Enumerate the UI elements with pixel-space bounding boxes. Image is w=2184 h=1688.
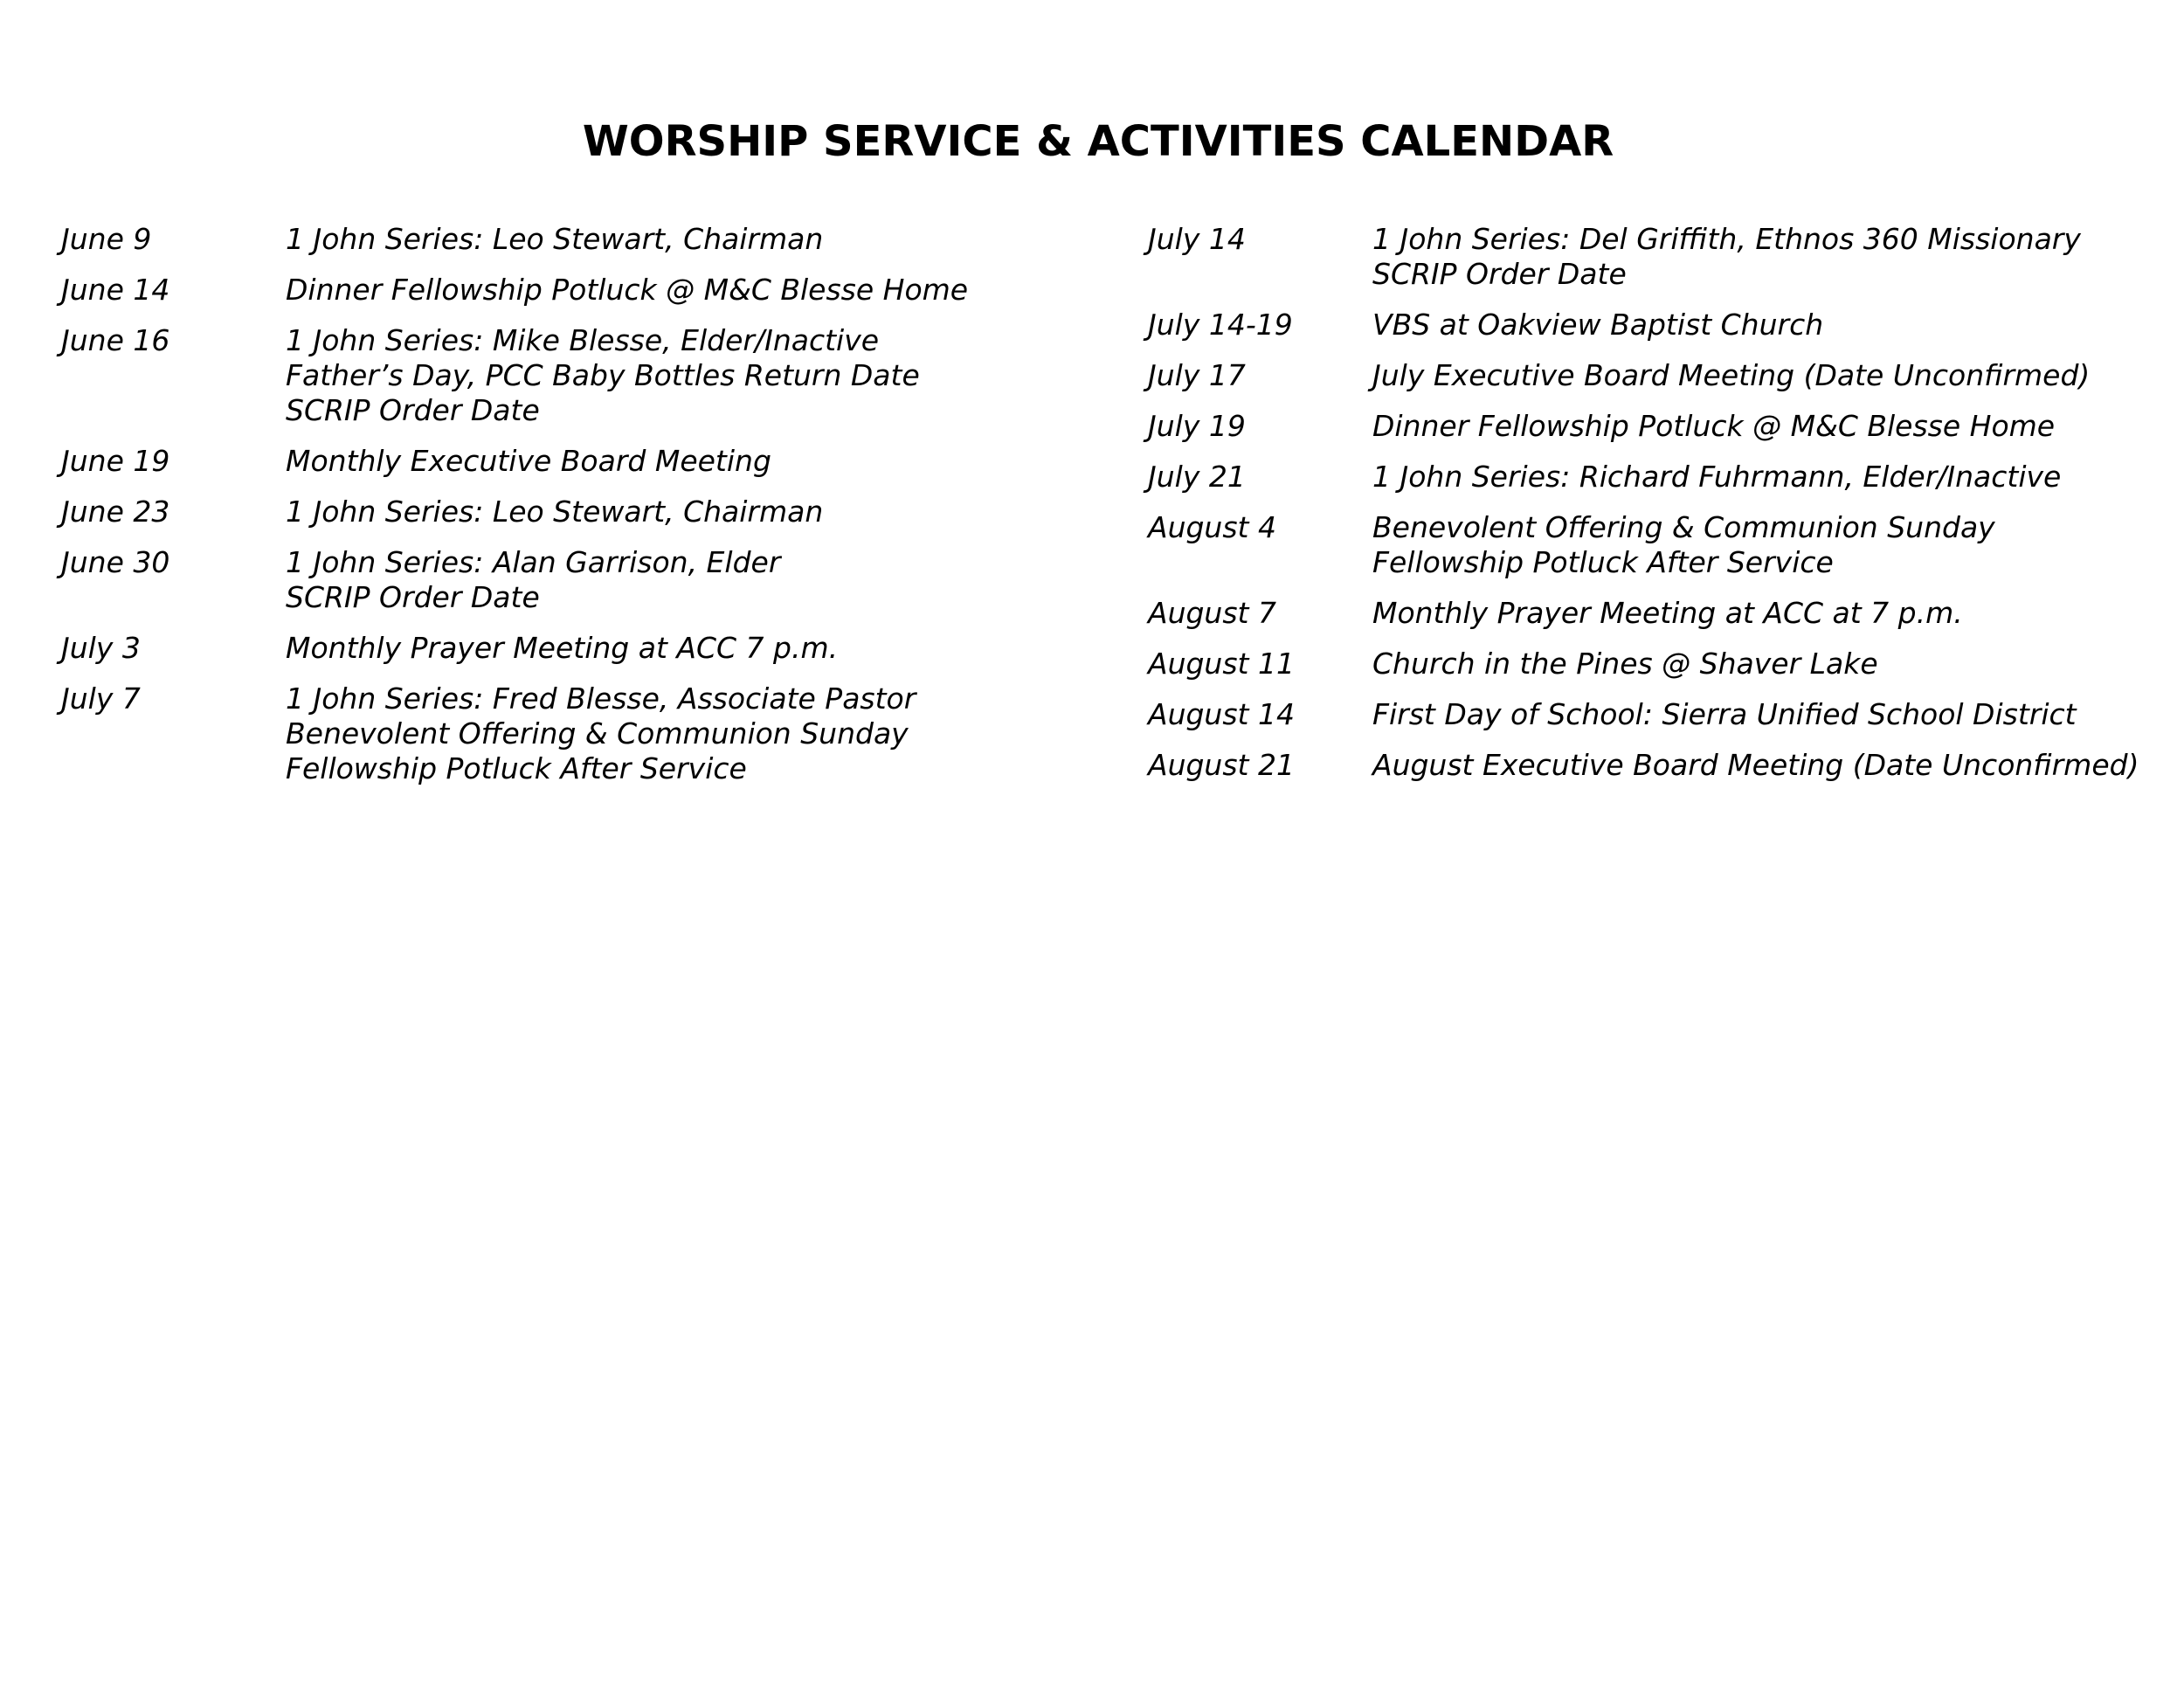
calendar-entry <box>61 222 1109 257</box>
entry-description <box>1372 596 2179 631</box>
entry-description <box>1372 308 2179 342</box>
entry-line: Benevolent Offering & Communion Sunday <box>1372 510 1995 544</box>
entry-date: June 19 <box>61 444 170 478</box>
entry-date: July 3 <box>61 631 141 665</box>
entry-line: August Executive Board Meeting (Date Unconfirmed) <box>1372 748 2139 782</box>
entry-line: Fellowship Potluck After Service <box>1372 545 1834 579</box>
right-column <box>1148 222 2179 799</box>
entry-description <box>286 444 1109 479</box>
entry-description <box>1372 697 2179 732</box>
entry-line: Monthly Prayer Meeting at ACC at 7 p.m. <box>1372 596 1963 630</box>
entry-date: July 14 <box>1148 222 1246 256</box>
entry-line: VBS at Oakview Baptist Church <box>1372 308 1824 342</box>
entry-line: Monthly Prayer Meeting at ACC 7 p.m. <box>286 631 839 665</box>
entry-description <box>1372 460 2179 495</box>
entry-line: July Executive Board Meeting (Date Unconfirmed) <box>1372 358 2091 392</box>
entry-line: Fellowship Potluck After Service <box>286 751 747 785</box>
calendar-entry <box>1148 460 2179 495</box>
calendar-entry <box>1148 647 2179 681</box>
calendar-entry <box>61 681 1109 786</box>
entry-description <box>1372 222 2179 292</box>
calendar-entry <box>1148 596 2179 631</box>
entry-line: 1 John Series: Mike Blesse, Elder/Inactive <box>286 323 880 357</box>
entry-line: Father’s Day, PCC Baby Bottles Return Date <box>286 358 920 392</box>
entry-description <box>1372 358 2179 393</box>
entry-date: June 30 <box>61 545 170 579</box>
entry-date: July 14-19 <box>1148 308 1293 342</box>
entry-description <box>286 273 1109 308</box>
entry-line: 1 John Series: Del Griffith, Ethnos 360 Missionary <box>1372 222 2081 256</box>
calendar-entry <box>1148 748 2179 783</box>
entry-date: July 17 <box>1148 358 1246 392</box>
left-column <box>61 222 1109 802</box>
entry-description <box>1372 409 2179 444</box>
entry-description <box>286 545 1109 615</box>
entry-line: First Day of School: Sierra Unified School District <box>1372 697 2077 731</box>
entry-date: June 14 <box>61 273 170 307</box>
entry-description <box>1372 748 2179 783</box>
calendar-entry <box>61 545 1109 615</box>
entry-line: Dinner Fellowship Potluck @ M&C Blesse Home <box>1372 409 2056 443</box>
calendar-entry <box>1148 697 2179 732</box>
entry-date: June 16 <box>61 323 170 357</box>
calendar-entry <box>61 444 1109 479</box>
entry-description <box>286 323 1109 428</box>
entry-description <box>1372 647 2179 681</box>
entry-description <box>286 631 1109 666</box>
entry-description <box>286 222 1109 257</box>
entry-description <box>286 681 1109 786</box>
entry-line: 1 John Series: Leo Stewart, Chairman <box>286 222 824 256</box>
entry-line: 1 John Series: Richard Fuhrmann, Elder/Inactive <box>1372 460 2062 494</box>
entry-date: June 9 <box>61 222 152 256</box>
entry-date: August 7 <box>1148 596 1276 630</box>
entry-date: August 11 <box>1148 647 1295 681</box>
page-title: WORSHIP SERVICE & ACTIVITIES CALENDAR <box>582 117 1614 166</box>
calendar-entry <box>1148 409 2179 444</box>
entry-line: Dinner Fellowship Potluck @ M&C Blesse Home <box>286 273 969 307</box>
entry-line: SCRIP Order Date <box>286 393 540 427</box>
entry-line: 1 John Series: Alan Garrison, Elder <box>286 545 781 579</box>
entry-line: 1 John Series: Fred Blesse, Associate Pastor <box>286 681 916 716</box>
calendar-entry <box>1148 308 2179 342</box>
calendar-entry <box>61 631 1109 666</box>
entry-line: 1 John Series: Leo Stewart, Chairman <box>286 495 824 529</box>
entry-line: SCRIP Order Date <box>1372 257 1627 291</box>
entry-date: June 23 <box>61 495 170 529</box>
calendar-entry <box>61 495 1109 529</box>
calendar-entry <box>1148 222 2179 292</box>
entry-description <box>1372 510 2179 580</box>
entry-line: SCRIP Order Date <box>286 580 540 614</box>
calendar-entry <box>1148 358 2179 393</box>
calendar-entry <box>61 323 1109 428</box>
entry-date: August 14 <box>1148 697 1295 731</box>
calendar-entry <box>61 273 1109 308</box>
entry-line: Church in the Pines @ Shaver Lake <box>1372 647 1878 681</box>
entry-line: Benevolent Offering & Communion Sunday <box>286 716 909 751</box>
entry-date: August 4 <box>1148 510 1276 544</box>
entry-date: July 21 <box>1148 460 1246 494</box>
entry-date: August 21 <box>1148 748 1295 782</box>
entry-line: Monthly Executive Board Meeting <box>286 444 771 478</box>
entry-description <box>286 495 1109 529</box>
calendar-entry <box>1148 510 2179 580</box>
entry-date: July 19 <box>1148 409 1246 443</box>
entry-date: July 7 <box>61 681 141 716</box>
